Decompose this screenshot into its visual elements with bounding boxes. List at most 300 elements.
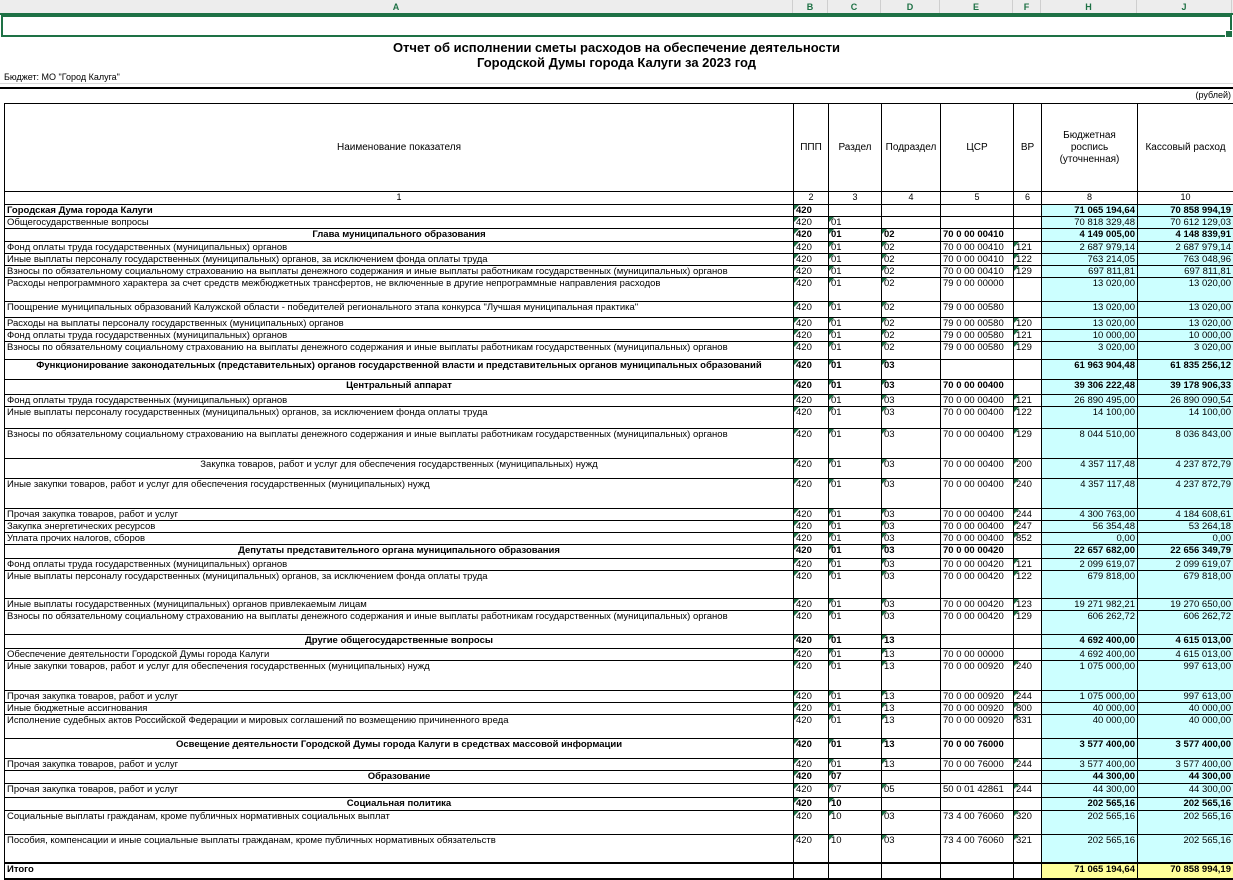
cell-razdel[interactable]: 01 [829,739,882,759]
cell-budget-rospis[interactable]: 1 075 000,00 [1042,691,1138,703]
cell-name[interactable]: Фонд оплаты труда государственных (муниципальных) органов [5,330,794,342]
cell-budget-rospis[interactable]: 44 300,00 [1042,771,1138,784]
cell-podrazdel[interactable]: 03 [882,459,941,479]
cell-vr[interactable]: 129 [1014,266,1042,278]
cell-podrazdel[interactable]: 03 [882,509,941,521]
cell-name[interactable]: Центральный аппарат [5,380,794,395]
cell-kassovy-raskhod[interactable]: 44 300,00 [1138,771,1233,784]
cell-razdel[interactable]: 10 [829,835,882,863]
cell-csr[interactable]: 70 0 00 00400 [941,380,1014,395]
cell-csr[interactable]: 73 4 00 76060 [941,835,1014,863]
cell-budget-rospis[interactable]: 4 300 763,00 [1042,509,1138,521]
cell-budget-rospis[interactable]: 4 357 117,48 [1042,479,1138,509]
cell-kassovy-raskhod[interactable]: 8 036 843,00 [1138,429,1233,459]
cell-kassovy-raskhod[interactable]: 202 565,16 [1138,835,1233,863]
cell-name[interactable]: Иные бюджетные ассигнования [5,703,794,715]
cell-vr[interactable] [1014,217,1042,229]
cell-razdel[interactable]: 01 [829,715,882,739]
cell-vr[interactable]: 247 [1014,521,1042,533]
cell-razdel[interactable]: 01 [829,759,882,771]
cell-csr[interactable]: 79 0 00 00580 [941,342,1014,360]
cell-budget-rospis[interactable]: 3 577 400,00 [1042,739,1138,759]
cell-razdel[interactable]: 01 [829,635,882,649]
cell-ppp[interactable]: 420 [794,533,829,545]
cell-name[interactable]: Взносы по обязательному социальному страхованию на выплаты денежного содержания и иные выплаты работникам государственных (муниципальных) органов [5,342,794,360]
cell-razdel[interactable]: 01 [829,691,882,703]
cell-podrazdel[interactable] [882,217,941,229]
cell-name[interactable]: Прочая закупка товаров, работ и услуг [5,784,794,798]
cell-podrazdel[interactable]: 03 [882,380,941,395]
cell-csr[interactable]: 79 0 00 00000 [941,278,1014,302]
cell-razdel[interactable]: 01 [829,318,882,330]
cell-kassovy-raskhod[interactable]: 61 835 256,12 [1138,360,1233,380]
cell-razdel[interactable]: 01 [829,649,882,661]
cell-ppp[interactable]: 420 [794,521,829,533]
cell-budget-rospis[interactable]: 26 890 495,00 [1042,395,1138,407]
cell-ppp[interactable]: 420 [794,217,829,229]
cell-razdel[interactable]: 01 [829,533,882,545]
cell-razdel[interactable]: 01 [829,703,882,715]
cell-name[interactable]: Взносы по обязательному социальному страхованию на выплаты денежного содержания и иные выплаты работникам государственных (муниципальных) органов [5,611,794,635]
cell-budget-rospis[interactable]: 70 818 329,48 [1042,217,1138,229]
cell-vr[interactable]: 240 [1014,479,1042,509]
cell-ppp[interactable]: 420 [794,691,829,703]
cell-budget-rospis[interactable]: 202 565,16 [1042,811,1138,835]
cell-csr[interactable]: 70 0 00 00920 [941,661,1014,691]
cell-razdel[interactable]: 10 [829,811,882,835]
cell-vr[interactable]: 244 [1014,509,1042,521]
cell-kassovy-raskhod[interactable]: 3 577 400,00 [1138,739,1233,759]
cell-razdel[interactable]: 01 [829,330,882,342]
cell-csr[interactable]: 79 0 00 00580 [941,318,1014,330]
cell-ppp[interactable]: 420 [794,798,829,811]
cell-budget-rospis[interactable]: 39 306 222,48 [1042,380,1138,395]
cell-vr[interactable]: 244 [1014,691,1042,703]
cell-podrazdel[interactable]: 13 [882,739,941,759]
cell-name[interactable]: Прочая закупка товаров, работ и услуг [5,759,794,771]
cell-name[interactable]: Депутаты представительного органа муниципального образования [5,545,794,559]
column-letter-J[interactable]: J [1137,0,1232,13]
cell-csr[interactable] [941,635,1014,649]
cell-csr[interactable]: 70 0 00 00000 [941,649,1014,661]
cell-razdel[interactable]: 07 [829,771,882,784]
cell-csr[interactable] [941,205,1014,217]
cell-ppp[interactable]: 420 [794,559,829,571]
cell-csr[interactable]: 70 0 00 00920 [941,703,1014,715]
cell-budget-rospis[interactable]: 10 000,00 [1042,330,1138,342]
cell-vr[interactable] [1014,229,1042,242]
cell-kassovy-raskhod[interactable]: 3 020,00 [1138,342,1233,360]
cell-name[interactable]: Образование [5,771,794,784]
cell-vr[interactable]: 129 [1014,342,1042,360]
cell-ppp[interactable]: 420 [794,205,829,217]
cell-podrazdel[interactable]: 03 [882,835,941,863]
cell-csr[interactable]: 70 0 00 00420 [941,611,1014,635]
cell-csr[interactable]: 70 0 00 76000 [941,739,1014,759]
cell-ppp[interactable]: 420 [794,278,829,302]
cell-ppp[interactable]: 420 [794,599,829,611]
cell-kassovy-raskhod[interactable]: 2 687 979,14 [1138,242,1233,254]
cell-kassovy-raskhod[interactable]: 70 612 129,03 [1138,217,1233,229]
cell-name[interactable]: Фонд оплаты труда государственных (муниципальных) органов [5,395,794,407]
cell-kassovy-raskhod[interactable]: 44 300,00 [1138,784,1233,798]
cell-ppp[interactable] [794,863,829,879]
column-letter-E[interactable]: E [940,0,1013,13]
cell-csr[interactable]: 73 4 00 76060 [941,811,1014,835]
cell-razdel[interactable]: 01 [829,266,882,278]
cell-podrazdel[interactable]: 03 [882,533,941,545]
cell-ppp[interactable]: 420 [794,611,829,635]
cell-ppp[interactable]: 420 [794,545,829,559]
cell-kassovy-raskhod[interactable]: 39 178 906,33 [1138,380,1233,395]
cell-budget-rospis[interactable]: 3 577 400,00 [1042,759,1138,771]
column-letter-B[interactable]: B [793,0,828,13]
cell-kassovy-raskhod[interactable]: 4 237 872,79 [1138,479,1233,509]
cell-kassovy-raskhod[interactable]: 4 148 839,91 [1138,229,1233,242]
cell-razdel[interactable]: 01 [829,242,882,254]
cell-podrazdel[interactable]: 02 [882,342,941,360]
cell-ppp[interactable]: 420 [794,380,829,395]
cell-vr[interactable] [1014,302,1042,318]
cell-kassovy-raskhod[interactable]: 0,00 [1138,533,1233,545]
cell-podrazdel[interactable]: 02 [882,302,941,318]
cell-kassovy-raskhod[interactable]: 202 565,16 [1138,798,1233,811]
cell-razdel[interactable]: 10 [829,798,882,811]
cell-podrazdel[interactable]: 02 [882,266,941,278]
cell-csr[interactable]: 70 0 00 00400 [941,479,1014,509]
cell-kassovy-raskhod[interactable]: 202 565,16 [1138,811,1233,835]
cell-vr[interactable]: 244 [1014,759,1042,771]
cell-razdel[interactable]: 01 [829,380,882,395]
cell-vr[interactable] [1014,739,1042,759]
cell-ppp[interactable]: 420 [794,715,829,739]
cell-budget-rospis[interactable]: 8 044 510,00 [1042,429,1138,459]
cell-kassovy-raskhod[interactable]: 763 048,96 [1138,254,1233,266]
cell-csr[interactable]: 79 0 00 00580 [941,330,1014,342]
cell-name[interactable]: Итого [5,863,794,879]
cell-ppp[interactable]: 420 [794,229,829,242]
cell-name[interactable]: Взносы по обязательному социальному страхованию на выплаты денежного содержания и иные выплаты работникам государственных (муниципальных) органов [5,429,794,459]
cell-vr[interactable]: 320 [1014,811,1042,835]
cell-ppp[interactable]: 420 [794,571,829,599]
cell-razdel[interactable]: 01 [829,229,882,242]
cell-vr[interactable]: 800 [1014,703,1042,715]
cell-ppp[interactable]: 420 [794,771,829,784]
cell-razdel[interactable]: 01 [829,521,882,533]
cell-budget-rospis[interactable]: 202 565,16 [1042,835,1138,863]
cell-ppp[interactable]: 420 [794,429,829,459]
column-letter-A[interactable]: A [0,0,793,13]
cell-csr[interactable] [941,771,1014,784]
cell-csr[interactable]: 70 0 00 00400 [941,509,1014,521]
cell-vr[interactable] [1014,380,1042,395]
cell-csr[interactable]: 70 0 00 00400 [941,521,1014,533]
cell-podrazdel[interactable]: 02 [882,229,941,242]
cell-vr[interactable]: 121 [1014,242,1042,254]
cell-csr[interactable]: 70 0 00 00410 [941,242,1014,254]
cell-ppp[interactable]: 420 [794,703,829,715]
cell-csr[interactable] [941,360,1014,380]
cell-csr[interactable]: 70 0 00 00920 [941,715,1014,739]
selected-cell-a1[interactable] [1,15,1232,37]
cell-ppp[interactable]: 420 [794,649,829,661]
cell-podrazdel[interactable] [882,798,941,811]
cell-kassovy-raskhod[interactable]: 4 615 013,00 [1138,635,1233,649]
cell-ppp[interactable]: 420 [794,242,829,254]
cell-kassovy-raskhod[interactable]: 13 020,00 [1138,302,1233,318]
cell-name[interactable]: Расходы непрограммного характера за счет средств межбюджетных трансфертов, не включенные в другие непрограммные направления расходов [5,278,794,302]
cell-budget-rospis[interactable]: 2 099 619,07 [1042,559,1138,571]
cell-podrazdel[interactable]: 13 [882,635,941,649]
cell-razdel[interactable]: 01 [829,254,882,266]
cell-kassovy-raskhod[interactable]: 606 262,72 [1138,611,1233,635]
cell-vr[interactable]: 122 [1014,571,1042,599]
cell-name[interactable]: Освещение деятельности Городской Думы города Калуги в средствах массовой информации [5,739,794,759]
cell-vr[interactable]: 120 [1014,318,1042,330]
cell-budget-rospis[interactable]: 40 000,00 [1042,703,1138,715]
cell-csr[interactable]: 70 0 00 00400 [941,459,1014,479]
cell-name[interactable]: Расходы на выплаты персоналу государственных (муниципальных) органов [5,318,794,330]
cell-csr[interactable] [941,217,1014,229]
cell-razdel[interactable]: 01 [829,395,882,407]
cell-budget-rospis[interactable]: 19 271 982,21 [1042,599,1138,611]
cell-podrazdel[interactable]: 03 [882,611,941,635]
cell-kassovy-raskhod[interactable]: 997 613,00 [1138,661,1233,691]
cell-csr[interactable]: 70 0 00 00400 [941,429,1014,459]
cell-ppp[interactable]: 420 [794,302,829,318]
cell-budget-rospis[interactable]: 0,00 [1042,533,1138,545]
cell-name[interactable]: Глава муниципального образования [5,229,794,242]
cell-name[interactable]: Социальная политика [5,798,794,811]
cell-podrazdel[interactable]: 03 [882,395,941,407]
cell-podrazdel[interactable]: 13 [882,649,941,661]
cell-budget-rospis[interactable]: 763 214,05 [1042,254,1138,266]
cell-podrazdel[interactable]: 02 [882,242,941,254]
cell-budget-rospis[interactable]: 4 149 005,00 [1042,229,1138,242]
cell-vr[interactable]: 122 [1014,407,1042,429]
cell-vr[interactable]: 121 [1014,330,1042,342]
cell-ppp[interactable]: 420 [794,479,829,509]
cell-budget-rospis[interactable]: 606 262,72 [1042,611,1138,635]
cell-vr[interactable]: 321 [1014,835,1042,863]
cell-ppp[interactable]: 420 [794,407,829,429]
cell-podrazdel[interactable]: 03 [882,559,941,571]
cell-name[interactable]: Функционирование законодательных (представительных) органов государственной власти и представительных органов муниципальных образований [5,360,794,380]
cell-ppp[interactable]: 420 [794,266,829,278]
cell-vr[interactable] [1014,771,1042,784]
cell-budget-rospis[interactable]: 44 300,00 [1042,784,1138,798]
cell-podrazdel[interactable]: 02 [882,278,941,302]
cell-ppp[interactable]: 420 [794,661,829,691]
cell-podrazdel[interactable]: 02 [882,330,941,342]
cell-kassovy-raskhod[interactable]: 40 000,00 [1138,715,1233,739]
cell-kassovy-raskhod[interactable]: 3 577 400,00 [1138,759,1233,771]
cell-razdel[interactable]: 01 [829,661,882,691]
cell-vr[interactable]: 121 [1014,559,1042,571]
cell-razdel[interactable]: 07 [829,784,882,798]
cell-name[interactable]: Закупка энергетических ресурсов [5,521,794,533]
cell-vr[interactable]: 123 [1014,599,1042,611]
cell-podrazdel[interactable]: 03 [882,545,941,559]
cell-name[interactable]: Пособия, компенсации и иные социальные выплаты гражданам, кроме публичных нормативных обязательств [5,835,794,863]
cell-budget-rospis[interactable]: 2 687 979,14 [1042,242,1138,254]
cell-podrazdel[interactable]: 03 [882,521,941,533]
cell-name[interactable]: Фонд оплаты труда государственных (муниципальных) органов [5,242,794,254]
cell-name[interactable]: Социальные выплаты гражданам, кроме публичных нормативных социальных выплат [5,811,794,835]
cell-name[interactable]: Фонд оплаты труда государственных (муниципальных) органов [5,559,794,571]
cell-razdel[interactable]: 01 [829,571,882,599]
cell-razdel[interactable]: 01 [829,217,882,229]
cell-razdel[interactable]: 01 [829,459,882,479]
cell-vr[interactable]: 122 [1014,254,1042,266]
cell-vr[interactable]: 244 [1014,784,1042,798]
cell-vr[interactable] [1014,360,1042,380]
cell-name[interactable]: Обеспечение деятельности Городской Думы города Калуги [5,649,794,661]
cell-name[interactable]: Иные закупки товаров, работ и услуг для обеспечения государственных (муниципальных) нужд [5,661,794,691]
cell-budget-rospis[interactable]: 4 692 400,00 [1042,635,1138,649]
cell-vr[interactable] [1014,798,1042,811]
cell-name[interactable]: Иные выплаты персоналу государственных (муниципальных) органов, за исключением фонда оплаты труда [5,571,794,599]
cell-kassovy-raskhod[interactable]: 53 264,18 [1138,521,1233,533]
cell-podrazdel[interactable]: 03 [882,360,941,380]
cell-podrazdel[interactable]: 03 [882,479,941,509]
cell-vr[interactable] [1014,205,1042,217]
cell-kassovy-raskhod[interactable]: 2 099 619,07 [1138,559,1233,571]
cell-kassovy-raskhod[interactable]: 13 020,00 [1138,278,1233,302]
cell-ppp[interactable]: 420 [794,739,829,759]
cell-razdel[interactable]: 01 [829,509,882,521]
cell-razdel[interactable]: 01 [829,559,882,571]
cell-vr[interactable] [1014,545,1042,559]
cell-razdel[interactable]: 01 [829,545,882,559]
cell-budget-rospis[interactable]: 679 818,00 [1042,571,1138,599]
cell-budget-rospis[interactable]: 56 354,48 [1042,521,1138,533]
cell-budget-rospis[interactable]: 697 811,81 [1042,266,1138,278]
cell-ppp[interactable]: 420 [794,811,829,835]
cell-podrazdel[interactable]: 13 [882,759,941,771]
cell-kassovy-raskhod[interactable]: 14 100,00 [1138,407,1233,429]
cell-kassovy-raskhod[interactable]: 4 615 013,00 [1138,649,1233,661]
cell-name[interactable]: Поощрение муниципальных образований Калужской области - победителей регионального этапа конкурса "Лучшая муниципальная практика" [5,302,794,318]
column-letter-C[interactable]: C [828,0,881,13]
cell-razdel[interactable]: 01 [829,342,882,360]
cell-kassovy-raskhod[interactable]: 997 613,00 [1138,691,1233,703]
cell-budget-rospis[interactable]: 71 065 194,64 [1042,863,1138,879]
cell-name[interactable]: Городская Дума города Калуги [5,205,794,217]
cell-vr[interactable]: 240 [1014,661,1042,691]
cell-ppp[interactable]: 420 [794,784,829,798]
cell-name[interactable]: Уплата прочих налогов, сборов [5,533,794,545]
cell-csr[interactable]: 70 0 00 00420 [941,545,1014,559]
cell-csr[interactable]: 70 0 00 00400 [941,533,1014,545]
cell-kassovy-raskhod[interactable]: 70 858 994,19 [1138,863,1233,879]
cell-podrazdel[interactable] [882,863,941,879]
cell-razdel[interactable]: 01 [829,599,882,611]
column-letter-D[interactable]: D [881,0,940,13]
cell-budget-rospis[interactable]: 40 000,00 [1042,715,1138,739]
cell-podrazdel[interactable]: 03 [882,571,941,599]
cell-csr[interactable]: 70 0 00 76000 [941,759,1014,771]
cell-csr[interactable] [941,798,1014,811]
cell-csr[interactable] [941,863,1014,879]
cell-kassovy-raskhod[interactable]: 40 000,00 [1138,703,1233,715]
cell-name[interactable]: Иные закупки товаров, работ и услуг для обеспечения государственных (муниципальных) нужд [5,479,794,509]
cell-razdel[interactable]: 01 [829,429,882,459]
cell-csr[interactable]: 70 0 00 00420 [941,571,1014,599]
cell-budget-rospis[interactable]: 13 020,00 [1042,278,1138,302]
cell-razdel[interactable]: 01 [829,479,882,509]
cell-csr[interactable]: 70 0 00 00410 [941,254,1014,266]
cell-razdel[interactable]: 01 [829,302,882,318]
selection-fill-handle[interactable] [1225,30,1233,38]
cell-podrazdel[interactable]: 02 [882,254,941,266]
cell-budget-rospis[interactable]: 71 065 194,64 [1042,205,1138,217]
cell-name[interactable]: Другие общегосударственные вопросы [5,635,794,649]
cell-vr[interactable] [1014,649,1042,661]
cell-ppp[interactable]: 420 [794,254,829,266]
cell-razdel[interactable]: 01 [829,360,882,380]
cell-budget-rospis[interactable]: 22 657 682,00 [1042,545,1138,559]
cell-ppp[interactable]: 420 [794,330,829,342]
column-letter-F[interactable]: F [1013,0,1041,13]
cell-name[interactable]: Закупка товаров, работ и услуг для обеспечения государственных (муниципальных) нужд [5,459,794,479]
cell-vr[interactable]: 852 [1014,533,1042,545]
cell-ppp[interactable]: 420 [794,395,829,407]
cell-vr[interactable]: 129 [1014,611,1042,635]
cell-kassovy-raskhod[interactable]: 22 656 349,79 [1138,545,1233,559]
cell-vr[interactable]: 129 [1014,429,1042,459]
cell-vr[interactable]: 831 [1014,715,1042,739]
cell-razdel[interactable]: 01 [829,278,882,302]
cell-kassovy-raskhod[interactable]: 679 818,00 [1138,571,1233,599]
cell-kassovy-raskhod[interactable]: 10 000,00 [1138,330,1233,342]
cell-podrazdel[interactable]: 13 [882,691,941,703]
cell-ppp[interactable]: 420 [794,635,829,649]
cell-budget-rospis[interactable]: 13 020,00 [1042,302,1138,318]
cell-csr[interactable]: 70 0 00 00420 [941,599,1014,611]
cell-name[interactable]: Иные выплаты персоналу государственных (муниципальных) органов, за исключением фонда оплаты труда [5,407,794,429]
cell-csr[interactable]: 70 0 00 00400 [941,407,1014,429]
cell-vr[interactable] [1014,635,1042,649]
cell-ppp[interactable]: 420 [794,459,829,479]
cell-csr[interactable]: 70 0 00 00920 [941,691,1014,703]
cell-vr[interactable]: 121 [1014,395,1042,407]
cell-budget-rospis[interactable]: 202 565,16 [1042,798,1138,811]
cell-budget-rospis[interactable]: 1 075 000,00 [1042,661,1138,691]
cell-razdel[interactable]: 01 [829,407,882,429]
cell-kassovy-raskhod[interactable]: 4 184 608,61 [1138,509,1233,521]
cell-podrazdel[interactable]: 13 [882,715,941,739]
cell-podrazdel[interactable]: 03 [882,811,941,835]
cell-budget-rospis[interactable]: 61 963 904,48 [1042,360,1138,380]
cell-ppp[interactable]: 420 [794,360,829,380]
cell-kassovy-raskhod[interactable]: 19 270 650,00 [1138,599,1233,611]
cell-podrazdel[interactable]: 02 [882,318,941,330]
cell-name[interactable]: Исполнение судебных актов Российской Федерации и мировых соглашений по возмещению причиненного вреда [5,715,794,739]
cell-vr[interactable] [1014,278,1042,302]
cell-podrazdel[interactable]: 03 [882,407,941,429]
cell-podrazdel[interactable]: 03 [882,429,941,459]
cell-budget-rospis[interactable]: 3 020,00 [1042,342,1138,360]
cell-vr[interactable] [1014,863,1042,879]
cell-razdel[interactable] [829,205,882,217]
cell-budget-rospis[interactable]: 4 692 400,00 [1042,649,1138,661]
cell-podrazdel[interactable] [882,771,941,784]
cell-kassovy-raskhod[interactable]: 70 858 994,19 [1138,205,1233,217]
cell-podrazdel[interactable]: 03 [882,599,941,611]
cell-ppp[interactable]: 420 [794,759,829,771]
cell-kassovy-raskhod[interactable]: 13 020,00 [1138,318,1233,330]
